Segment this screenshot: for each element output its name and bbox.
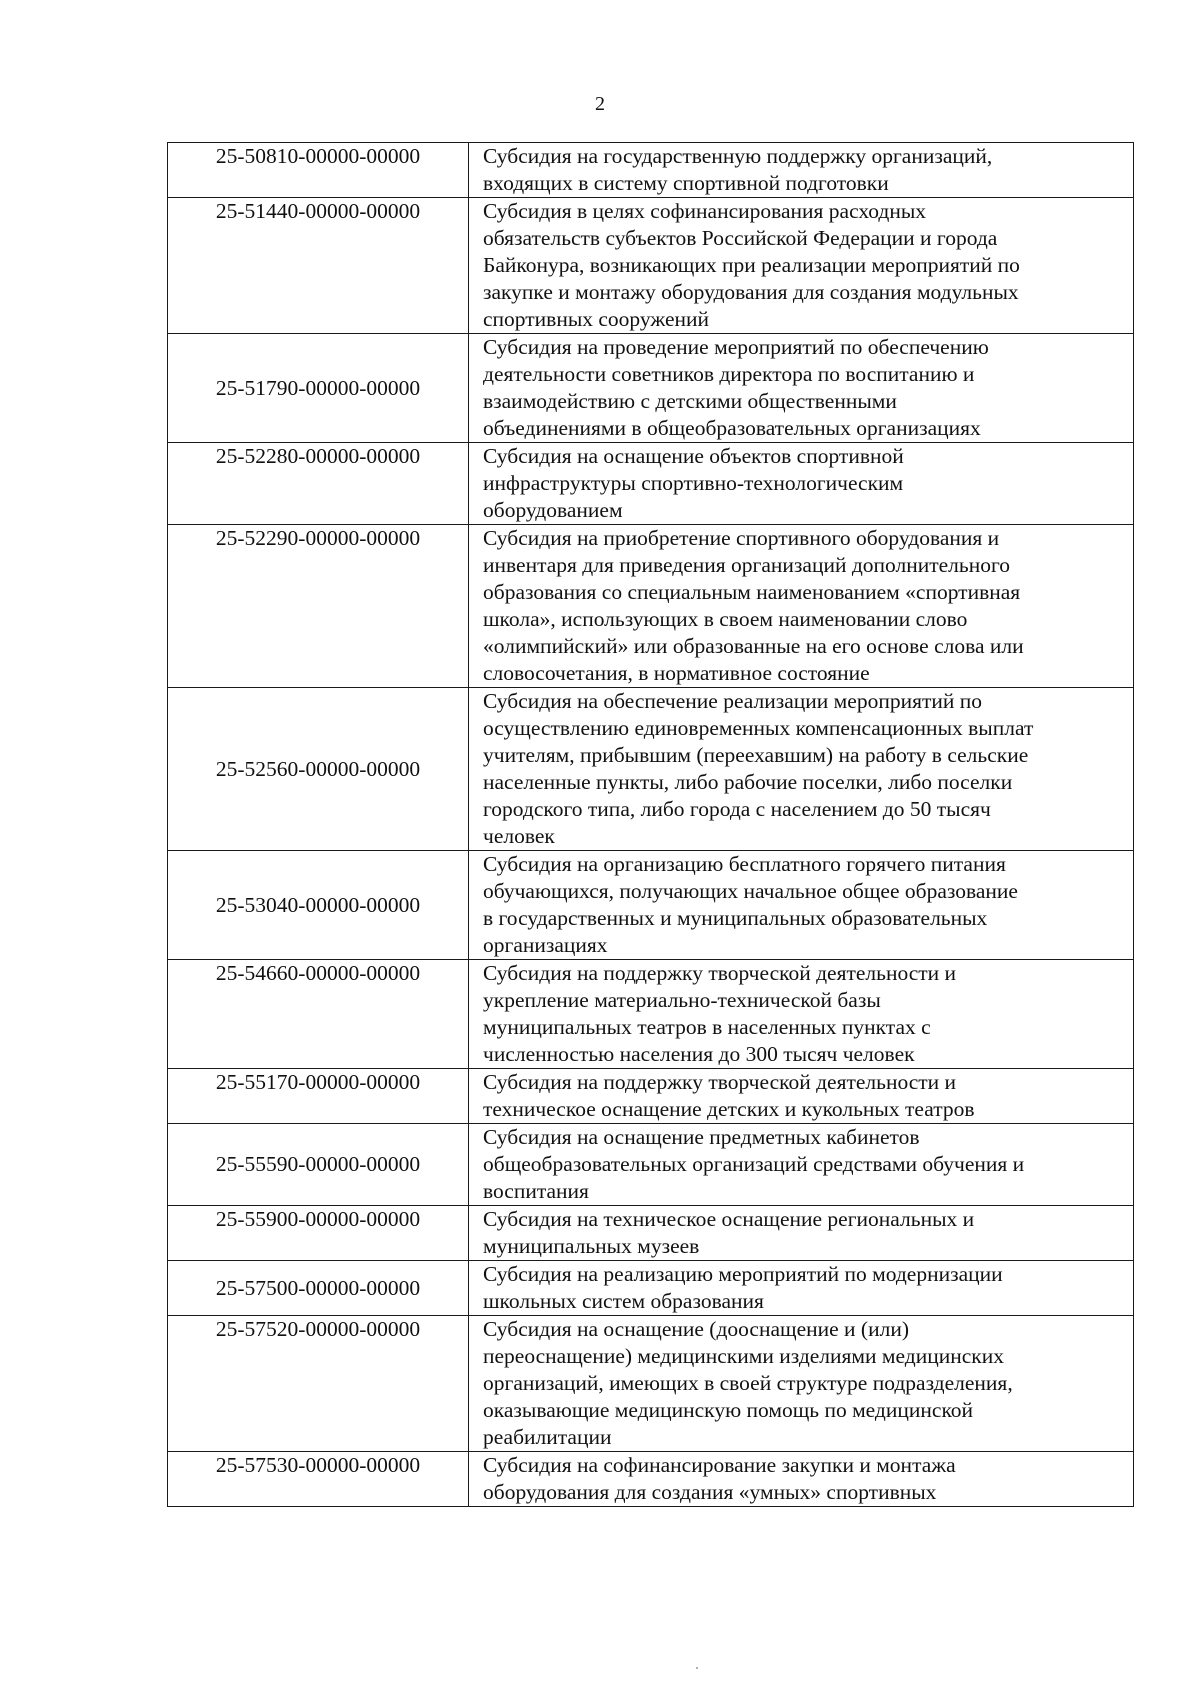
description-line: реабилитации — [483, 1425, 612, 1449]
table-row — [168, 1124, 1134, 1206]
table-row — [168, 960, 1134, 1069]
description-line: образования со специальным наименованием «спортивная — [483, 580, 1021, 604]
subsidy-description-cell — [469, 960, 1134, 1069]
subsidy-description-cell — [469, 851, 1134, 960]
table-row — [168, 1206, 1134, 1261]
description-line: словосочетания, в нормативное состояние — [483, 661, 870, 685]
description-line: Субсидия на поддержку творческой деятельности и — [483, 961, 957, 985]
budget-code-cell: 25-54660-00000-00000 — [168, 960, 469, 1069]
budget-code-cell: 25-55590-00000-00000 — [168, 1124, 469, 1206]
subsidy-description-cell — [469, 1452, 1134, 1507]
budget-code-cell: 25-55900-00000-00000 — [168, 1206, 469, 1261]
description-line: закупке и монтажу оборудования для создания модульных — [483, 280, 1019, 304]
description-line: объединениями в общеобразовательных организациях — [483, 416, 981, 440]
description-line: оборудованием — [483, 498, 623, 522]
page-number: 2 — [595, 93, 605, 115]
subsidy-description-cell — [469, 334, 1134, 443]
description-line: осуществлению единовременных компенсационных выплат — [483, 716, 1034, 740]
description-line: укрепление материально-технической базы — [483, 988, 881, 1012]
description-line: инвентаря для приведения организаций дополнительного — [483, 553, 1011, 577]
budget-code-cell: 25-51440-00000-00000 — [168, 198, 469, 334]
description-line: переоснащение) медицинскими изделиями медицинских — [483, 1344, 1004, 1368]
table-row — [168, 143, 1134, 198]
description-line: учителям, прибывшим (переехавшим) на работу в сельские — [483, 743, 1029, 767]
description-line: Субсидия на оснащение предметных кабинетов — [483, 1125, 920, 1149]
description-line: Субсидия на техническое оснащение региональных и — [483, 1207, 975, 1231]
subsidy-description-cell — [469, 1069, 1134, 1124]
description-line: взаимодействию с детскими общественными — [483, 389, 897, 413]
description-line: муниципальных музеев — [483, 1234, 700, 1258]
budget-code-cell: 25-57520-00000-00000 — [168, 1316, 469, 1452]
subsidy-description-cell — [469, 1261, 1134, 1316]
table-row — [168, 198, 1134, 334]
subsidy-description-cell — [469, 1206, 1134, 1261]
subsidy-description-cell — [469, 1124, 1134, 1206]
table-row — [168, 1261, 1134, 1316]
description-line: школа», использующих в своем наименовании слово — [483, 607, 968, 631]
description-line: Субсидия на софинансирование закупки и монтажа — [483, 1453, 956, 1477]
table-row — [168, 334, 1134, 443]
description-line: населенные пункты, либо рабочие поселки, либо поселки — [483, 770, 1013, 794]
subsidy-description-cell — [469, 443, 1134, 525]
subsidy-description-cell — [469, 143, 1134, 198]
description-line: Субсидия на оснащение (дооснащение и (или) — [483, 1317, 909, 1341]
scan-speck — [696, 1667, 698, 1669]
budget-code-cell: 25-57530-00000-00000 — [168, 1452, 469, 1507]
description-line: техническое оснащение детских и кукольных театров — [483, 1097, 975, 1121]
description-line: обучающихся, получающих начальное общее образование — [483, 879, 1018, 903]
description-line: Субсидия на поддержку творческой деятельности и — [483, 1070, 957, 1094]
description-line: «олимпийский» или образованные на его основе слова или — [483, 634, 1024, 658]
budget-code-cell: 25-52560-00000-00000 — [168, 688, 469, 851]
table-row — [168, 443, 1134, 525]
description-line: муниципальных театров в населенных пунктах с — [483, 1015, 931, 1039]
description-line: оказывающие медицинскую помощь по медицинской — [483, 1398, 974, 1422]
description-line: организаций, имеющих в своей структуре подразделения, — [483, 1371, 1013, 1395]
description-line: спортивных сооружений — [483, 307, 710, 331]
description-line: входящих в систему спортивной подготовки — [483, 171, 889, 195]
subsidy-description-cell — [469, 688, 1134, 851]
description-line: в государственных и муниципальных образовательных — [483, 906, 988, 930]
budget-code-cell: 25-51790-00000-00000 — [168, 334, 469, 443]
subsidy-codes-table — [167, 142, 1134, 1507]
table-row — [168, 525, 1134, 688]
subsidy-description-cell — [469, 1316, 1134, 1452]
table-row — [168, 851, 1134, 960]
description-line: воспитания — [483, 1179, 589, 1203]
table-row — [168, 1316, 1134, 1452]
description-line: Субсидия на оснащение объектов спортивной — [483, 444, 904, 468]
budget-code-cell: 25-52280-00000-00000 — [168, 443, 469, 525]
description-line: организациях — [483, 933, 608, 957]
budget-code-cell: 25-53040-00000-00000 — [168, 851, 469, 960]
description-line: Субсидия на обеспечение реализации мероприятий по — [483, 689, 983, 713]
description-line: общеобразовательных организаций средствами обучения и — [483, 1152, 1025, 1176]
description-line: обязательств субъектов Российской Федерации и города — [483, 226, 998, 250]
subsidy-description-cell — [469, 198, 1134, 334]
description-line: Субсидия на приобретение спортивного оборудования и — [483, 526, 1000, 550]
description-line: Субсидия на реализацию мероприятий по модернизации — [483, 1262, 1003, 1286]
budget-code-cell: 25-52290-00000-00000 — [168, 525, 469, 688]
table-row — [168, 1069, 1134, 1124]
description-line: человек — [483, 824, 555, 848]
description-line: деятельности советников директора по воспитанию и — [483, 362, 975, 386]
description-line: Субсидия на организацию бесплатного горячего питания — [483, 852, 1006, 876]
subsidy-description-cell — [469, 525, 1134, 688]
description-line: Байконура, возникающих при реализации мероприятий по — [483, 253, 1020, 277]
description-line: оборудования для создания «умных» спортивных — [483, 1480, 937, 1504]
budget-code-cell: 25-55170-00000-00000 — [168, 1069, 469, 1124]
description-line: инфраструктуры спортивно-технологическим — [483, 471, 904, 495]
table-row — [168, 688, 1134, 851]
description-line: Субсидия в целях софинансирования расходных — [483, 199, 927, 223]
description-line: школьных систем образования — [483, 1289, 764, 1313]
description-line: Субсидия на проведение мероприятий по обеспечению — [483, 335, 989, 359]
description-line: городского типа, либо города с населением до 50 тысяч — [483, 797, 991, 821]
budget-code-cell: 25-57500-00000-00000 — [168, 1261, 469, 1316]
budget-code-cell: 25-50810-00000-00000 — [168, 143, 469, 198]
description-line: численностью населения до 300 тысяч человек — [483, 1042, 915, 1066]
description-line: Субсидия на государственную поддержку организаций, — [483, 144, 993, 168]
table-row — [168, 1452, 1134, 1507]
